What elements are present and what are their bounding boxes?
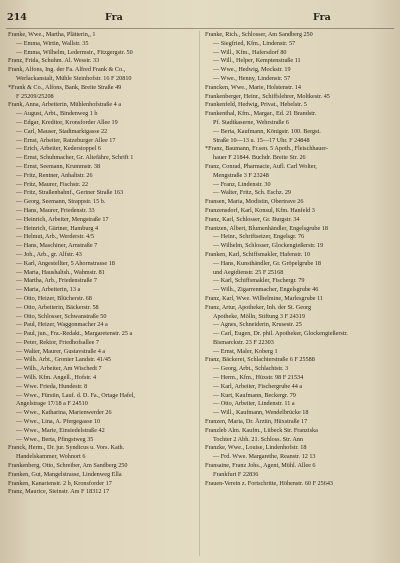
header-keyword-right: Fra (313, 12, 331, 23)
directory-entry: — Will., Kaufmann, Wendelbrücke 18 (213, 409, 309, 417)
page-header (0, 12, 400, 26)
directory-entry: — Herm., Kfm., Hüxstr. 98 F 21534 (213, 374, 304, 382)
directory-entry: — Wwe., Berta, Pfingstweg 35 (16, 435, 94, 443)
directory-entry: — Kurt, Kaufmann, Beckergr. 79 (213, 391, 296, 399)
directory-entry: — Wwe., Lina, A. Pfergegasse 10 (16, 418, 101, 426)
directory-entry: — Heinrich, Arbeiter, Mengstraße 17 (16, 215, 109, 223)
directory-entry: — Wwe., Hedwig, Mockstr. 19 (213, 66, 291, 74)
directory-entry: — Otto, Arbeiterin, Bäckerstr. 58 (16, 303, 99, 311)
directory-entry: F 25209/25208 (16, 92, 54, 100)
directory-entry: — Emma, Wilhelm, Ledermstr., Fitzgergstr. 50 (16, 48, 133, 56)
directory-entry: — Wwe., Katharina, Marienwerder 26 (16, 409, 112, 417)
directory-entry: — Wilh., Zigarrenmacher, Engelsgrube 46 (213, 286, 319, 294)
directory-entry: — Otto, Arbeiter, Lindenstr. 11 a (213, 400, 295, 408)
directory-entry: — Peter, Rektor, Friedhofsallee 7 (16, 338, 100, 346)
directory-entry: Apotheke, Mölln, Stiftung 3 F 24319 (213, 312, 305, 320)
page-number: 214 (7, 12, 27, 23)
directory-entry: Fransen, Maria, Modistin, Obertrave 26 (205, 198, 304, 206)
directory-entry: Franken, Karl, Schiffsmakler, Hafenstr. 10 (205, 250, 311, 258)
column-divider (199, 31, 200, 556)
directory-entry: Frank, Anna, Arbeiterin, Mühlenhofstraße 4 a (8, 101, 122, 109)
directory-entry: — Wwe., Henny, Lindenstr. 57 (213, 74, 291, 82)
directory-entry: Franz, Karl, Schlosser, Gr. Burgstr. 34 (205, 215, 300, 223)
directory-entry: Franzensdorf, Karl, Konsul, Kfm. Hanfeld 3 (205, 206, 315, 214)
directory-entry: — Fritz, Maurer, Fischstr. 22 (16, 180, 89, 188)
directory-entry: Fransaine, Franz Johs., Agent, Mühl. Allee 6 (205, 462, 316, 470)
directory-entry: *Frank & Co., Alfons, Bank, Breite Straße 49 (8, 83, 122, 91)
directory-entry: Tochter 2 Abh. 21. Schloss. Str. Ann (213, 435, 303, 443)
directory-entry: Frankfurt F 22836 (213, 470, 259, 478)
directory-entry: — Will., Helper, Kemptenstraße 11 (213, 57, 301, 65)
directory-entry: — Paul, Heizer, Waggonmacher 24 a (16, 321, 108, 329)
directory-entry: Frankenfeld, Hedwig, Privat., Hebelstr. 5 (205, 101, 307, 109)
directory-entry: Handelskammer, Wohnort 6 (16, 453, 86, 461)
directory-entry: — Georg, Seemann, Strappstr. 15 b. (16, 198, 106, 206)
directory-entry: — Martha, Arb., Friedenstraße 7 (16, 277, 97, 285)
directory-entry: *Franz, Baumann, Fr.sen. 5 Apoth., Fleischhauer- (205, 145, 329, 153)
directory-entry: — Maria, Arbeiterin, 13 a (16, 286, 81, 294)
directory-entry: — Joh., Arb., gr. Alfstr. 43 (16, 250, 82, 258)
directory-entry: — Karl, Angestellter, 5 Ahornstrasse 18 (16, 259, 115, 267)
directory-entry: — Ernst, Arbeiter, Ratzeburger Allee 17 (16, 136, 116, 144)
directory-entry: Frankenthal, Kfm., Margar., Ed. 21 Brandstr. (205, 110, 317, 118)
directory-entry: — Carl, Eugen, Dr. phil. Apotheker, Glockengießerstr. (213, 330, 348, 338)
directory-entry: Pf. Stadtkaserne, Wehrstraße 6 (213, 118, 289, 126)
directory-entry: Franz, Maurice, Steinstr. Am F 18312 17 (8, 488, 110, 496)
directory-entry: — Will., Kfm., Hafersdorf 80 (213, 48, 287, 56)
directory-entry: Franken, Kanarienstr. 2 b, Kronsforder 17 (8, 479, 112, 487)
directory-entry: Straße 10—13 u. 15—17 Uhr. F 24848 (213, 136, 310, 144)
directory-entry: — Wilh. Arbt., Gronier Landstr. 41/45 (16, 356, 112, 364)
directory-entry: — Siegfried, Kfm., Lindenstr. 57 (213, 39, 296, 47)
header-rule (6, 28, 394, 29)
right-column (205, 31, 395, 559)
directory-entry: — Heinrich, Gärtner, Hamburg 4 (16, 224, 99, 232)
directory-entry: Frauen-Verein z. Fortschritte, Höhenstr. 60 F 25643 (205, 479, 334, 487)
directory-entry: — Agnes, Schneiderin, Krusestr. 25 (213, 321, 302, 329)
directory-entry: Franz, Artur, Apotheker, Inh. der St. Georg (205, 303, 312, 311)
header-keyword-left: Fra (105, 12, 123, 23)
directory-entry: — Hans, Maschiner, Arnstraße 7 (16, 242, 98, 250)
directory-entry: hauer F 21844. Buchdr. Breite Str. 26 (213, 154, 306, 162)
directory-entry: Franzleb Alm. Kaufm., Lübeck Str. Franziska (205, 426, 318, 434)
directory-entry: — Wilh., Arbeiter, Am Wischedt 7 (16, 365, 102, 373)
directory-entry: — Ernst, Maler, Koberg 1 (213, 347, 278, 355)
directory-entry: Francken, Wwe., Marie, Holstenstr. 14 (205, 83, 301, 91)
directory-entry: — Emma, Wirtin, Wallstr. 35 (16, 39, 89, 47)
directory-entry: — Ernst, Seemann, Krummstr. 38 (16, 162, 101, 170)
directory-entry: — Franz, Lindenstr. 30 (213, 180, 271, 188)
directory-entry: Franz, Frida, Schuhm. Al. Wesstr. 33 (8, 57, 100, 65)
directory-entry: Franke, Wwe., Martha, Plätterin,, 1 (8, 31, 96, 38)
directory-entry: — Wilhelm, Schlosser, Glockengießerstr. 19 (213, 242, 324, 250)
directory-entry: — Helmut, Arb., Werderstr. 4/5 (16, 233, 95, 241)
directory-entry: — Hans, Maurer, Friedenstr. 33 (16, 206, 95, 214)
directory-entry: Frankenberg, Otto, Schreiber, Am Sandberg 250 (8, 462, 128, 470)
directory-entry: — Karl, Schiffsmakler, Fischergr. 79 (213, 277, 305, 285)
directory-entry: — Walter, Fritz, Sch. Eschz. 29 (213, 189, 292, 197)
directory-entry: — Hans, Kunsthändler, Gr. Gröpelgrube 18 (213, 259, 322, 267)
directory-entry: Frantzen, Albert, Blumenhändler, Engelsgrube 18 (205, 224, 328, 232)
directory-entry: — Wwe., Marie, Einsiedelstraße 42 (16, 426, 105, 434)
directory-entry: — Fritz, Straßenbahnf., Geriner Straße 163 (16, 189, 124, 197)
directory-entry: Franz, Bäckerei, Schlachterstraße 6 F 25588 (205, 356, 315, 364)
directory-entry: Bismarckstr. 23 F 22303 (213, 338, 274, 346)
directory-entry: Franken, Gut, Mangelstrasse, Lindenweg Ella (8, 470, 122, 478)
directory-entry: — Otto, Heizer, Blücherstr. 68 (16, 294, 92, 302)
directory-entry: Mengstraße 3 F 23248 (213, 171, 269, 179)
directory-entry: — Wwe., Fürstin, Lauf. d. D. Fa., Ortage Hafel, (16, 391, 135, 399)
directory-entry: Angelstrage 17/18 a F 24510 (16, 400, 88, 408)
directory-entry: Franzen, Maria, Dr. Ärztin, Hüxstraße 17 (205, 418, 308, 426)
directory-entry: Franke, Rich., Schlosser, Am Sandberg 250 (205, 31, 313, 38)
directory-entry: Franck, Herm., Dr. jur. Syndicus u. Vors. Kath. (8, 444, 125, 452)
directory-entry: — August, Arbt., Bindenweg 1 b (16, 110, 98, 118)
directory-entry: — Frd. Wwe. Margarethe, Reanstr. 12 13 (213, 453, 316, 461)
directory-entry: Werlackanstalt, Mühle Steinhofstr. 16 F 20810 (16, 74, 132, 82)
directory-entry: Frankenberger, Heinr., Schiffslehrer, Moltkestr. 45 (205, 92, 330, 100)
directory-entry: — Carl, Mauser, Stadtmarktgasse 22 (16, 127, 108, 135)
directory-entry: — Maria, Haushaltsh., Wahmstr. 81 (16, 268, 105, 276)
directory-entry: — Berta, Kaufmann, Königstr. 100. Bergst. (213, 127, 321, 135)
directory-entry: — Edgar, Kreditor, Kronsforder Allee 19 (16, 118, 118, 126)
directory-entry: — Paul, jun., Fra.-Redakt., Margaretenstr. 25 a (16, 330, 133, 338)
directory-entry: — Heinr., Schriftsetzer, Engelsgr. 76 (213, 233, 305, 241)
directory-entry: — Otto, Schlosser, Schwanstraße 50 (16, 312, 107, 320)
left-column (8, 31, 194, 559)
directory-entry: Franz, Conrad, Pharmacie, Aufl. Carl Wolter, (205, 162, 317, 170)
directory-entry: — Wilh. Kfm. Angell., Hofstr. 4 (16, 374, 97, 382)
directory-entry: Frank, Alfons, Ing. der Fa. Alfred Frank & Co., (8, 66, 126, 74)
directory-entry: — Erich, Arbeiter, Kederstoppel 6 (16, 145, 101, 153)
directory-entry: — Walter, Maurer, Gustavstraße 4 a (16, 347, 106, 355)
directory-entry: — Fritz, Rentner, Anhaltstr. 26 (16, 171, 93, 179)
directory-entry: und Aegidienstr. 25 F 25168 (213, 268, 284, 276)
directory-entry: Franz, Karl, Wwe. Wilhelmine, Marlesgrube 11 (205, 294, 324, 302)
directory-entry: — Wwe. Frieda, Hundestr. 8 (16, 382, 88, 390)
directory-entry: — Karl, Arbeiter, Fischergrube 44 a (213, 382, 303, 390)
directory-entry: Franzke, Wwe., Louise, Lindenhofstr. 18 (205, 444, 307, 452)
directory-entry: — Georg, Arbt., Schlachtstr. 3 (213, 365, 289, 373)
directory-entry: — Ernst, Schuhmacher, Gr. Altefähre, Schrift 1 (16, 154, 134, 162)
